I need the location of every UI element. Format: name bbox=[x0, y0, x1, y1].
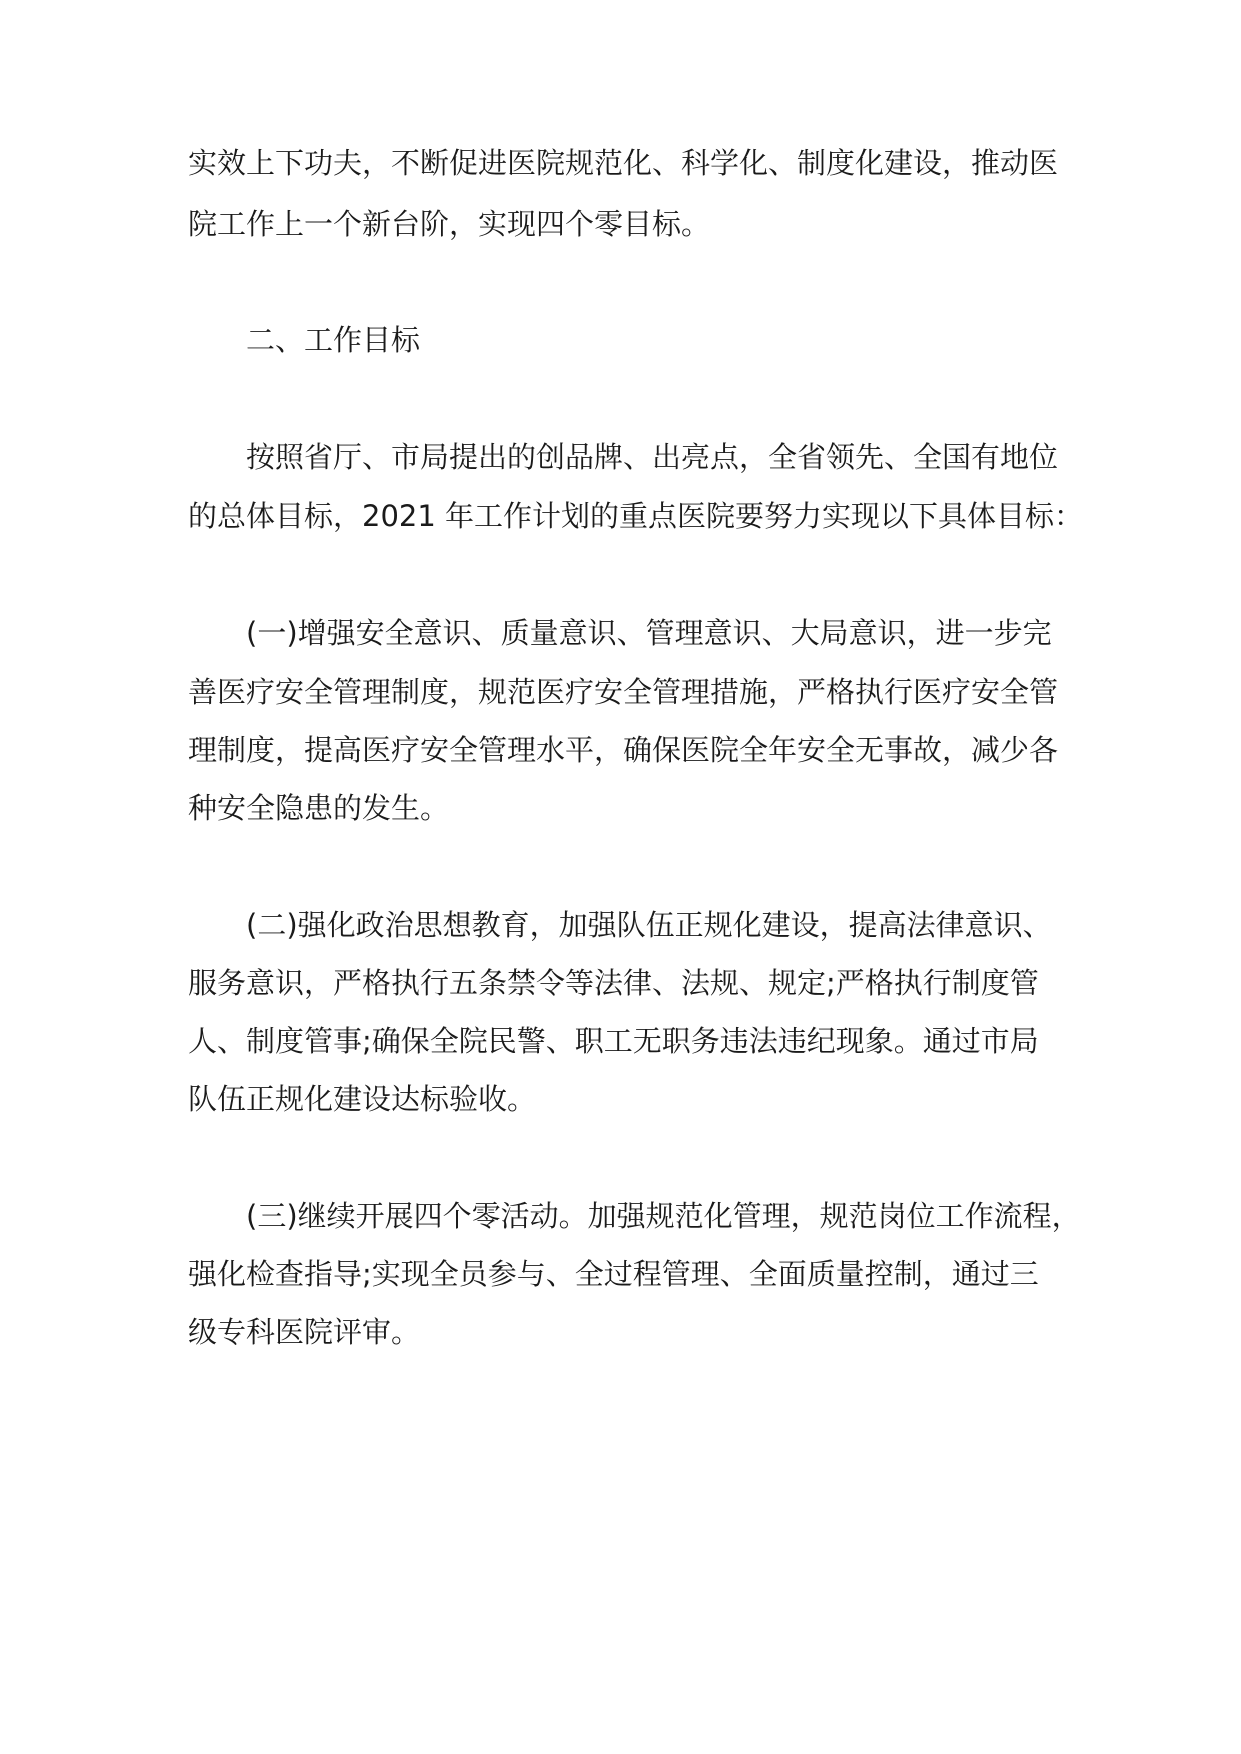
intro-line-2: 院工作上一个新台阶，实现四个零目标。 bbox=[188, 207, 711, 241]
item-1-line-4: 种安全隐患的发生。 bbox=[188, 791, 450, 825]
item-1-line-2: 善医疗安全管理制度，规范医疗安全管理措施，严格执行医疗安全管 bbox=[188, 675, 1059, 709]
goal-line-2: 的总体目标，2021 年工作计划的重点医院要努力实现以下具体目标： bbox=[188, 499, 1084, 533]
item-2-line-1: (二)强化政治思想教育，加强队伍正规化建设，提高法律意识、 bbox=[246, 908, 1052, 942]
item-3-line-2: 强化检查指导;实现全员参与、全过程管理、全面质量控制，通过三 bbox=[188, 1257, 1039, 1291]
goal-line-1: 按照省厅、市局提出的创品牌、出亮点，全省领先、全国有地位 bbox=[246, 440, 1059, 474]
section-heading: 二、工作目标 bbox=[246, 323, 421, 357]
item-2-line-4: 队伍正规化建设达标验收。 bbox=[188, 1082, 537, 1116]
item-2-line-2: 服务意识，严格执行五条禁令等法律、法规、规定;严格执行制度管 bbox=[188, 966, 1039, 1000]
item-1-line-3: 理制度，提高医疗安全管理水平，确保医院全年安全无事故，减少各 bbox=[188, 733, 1059, 767]
item-3-line-1: (三)继续开展四个零活动。加强规范化管理，规范岗位工作流程， bbox=[246, 1199, 1081, 1233]
item-1-line-1: (一)增强安全意识、质量意识、管理意识、大局意识，进一步完 bbox=[246, 616, 1052, 650]
intro-line-1: 实效上下功夫，不断促进医院规范化、科学化、制度化建设，推动医 bbox=[188, 146, 1059, 180]
item-3-line-3: 级专科医院评审。 bbox=[188, 1315, 421, 1349]
item-2-line-3: 人、制度管事;确保全院民警、职工无职务违法违纪现象。通过市局 bbox=[188, 1024, 1039, 1058]
